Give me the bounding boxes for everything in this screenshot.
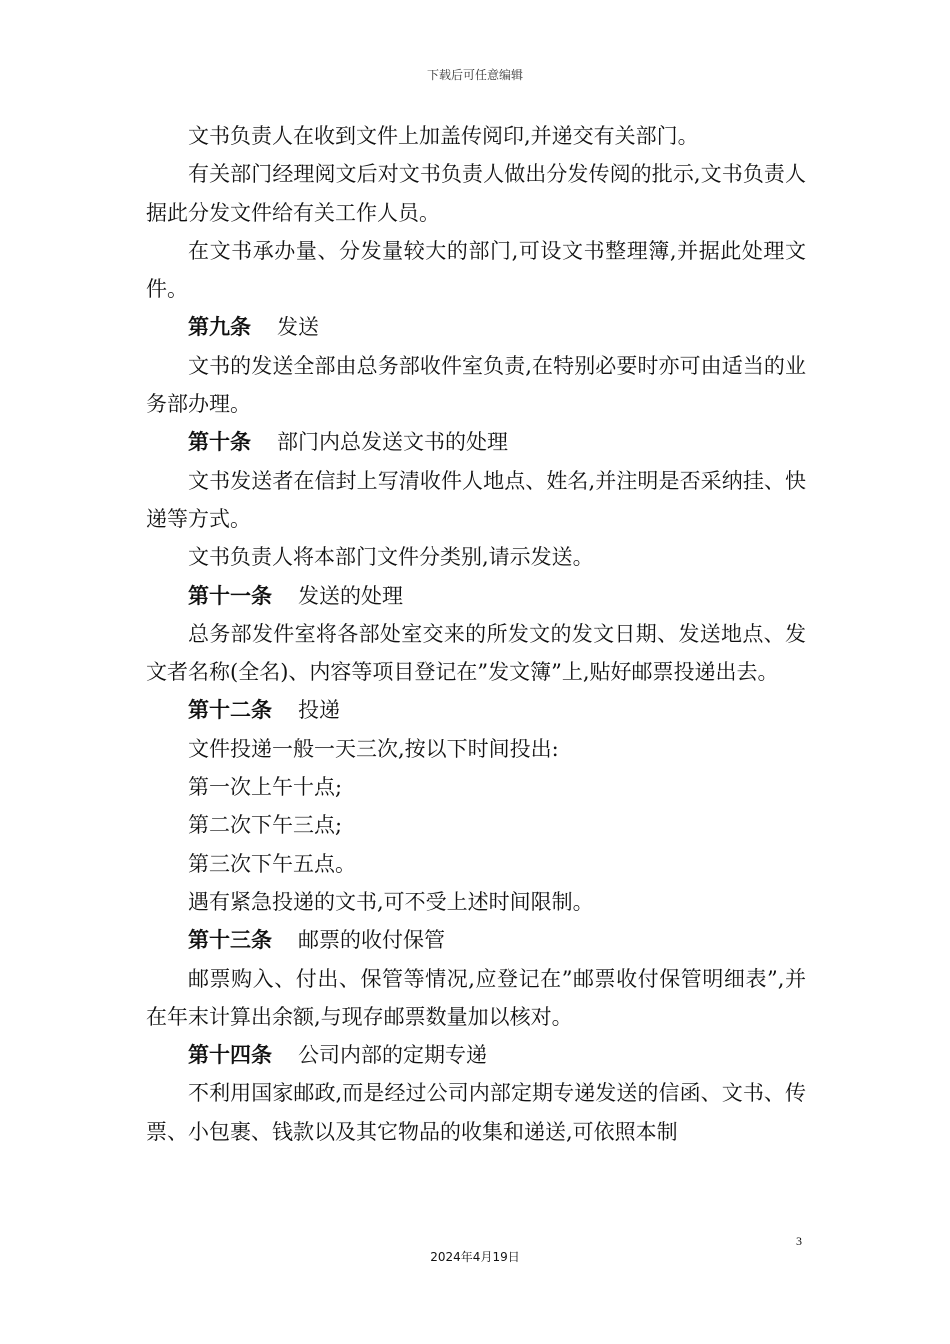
article-title: 发送 (277, 315, 319, 340)
article-heading-11 (146, 577, 806, 615)
article-title: 部门内总发送文书的处理 (277, 430, 508, 455)
article-heading-13 (146, 921, 806, 959)
article-title: 邮票的收付保管 (298, 928, 445, 953)
article-heading-12 (146, 691, 806, 729)
paragraph: 文书负责人在收到文件上加盖传阅印,并递交有关部门。 (188, 124, 699, 148)
article-heading-9 (146, 308, 806, 346)
article-number: 第十条 (188, 430, 251, 455)
paragraph: 文书负责人将本部门文件分类别,请示发送。 (188, 545, 594, 570)
paragraph: 不利用国家邮政,而是经过公司内部定期专递发送的信函、文书、传票、小包裹、钱款以及其它物品的收集和递送,可依照本制 (146, 1081, 806, 1144)
paragraph: 文书的发送全部由总务部收件室负责,在特别必要时亦可由适当的业务部办理。 (146, 353, 806, 417)
article-heading-10 (146, 423, 806, 461)
paragraph: 文件投递一般一天三次,按以下时间投出: (188, 736, 559, 761)
paragraph: 文书发送者在信封上写清收件人地点、姓名,并注明是否采纳挂、快递等方式。 (146, 468, 806, 531)
paragraph: 邮票购入、付出、保管等情况,应登记在”邮票收付保管明细表”,并在年末计算出余额,与现存邮票数量加以核对。 (146, 966, 806, 1029)
page-header: 下载后可任意编辑 (426, 68, 523, 82)
article-number: 第十四条 (188, 1043, 272, 1068)
footer-date: 2024年4月19日 (430, 1250, 520, 1264)
paragraph: 第二次下午三点; (188, 813, 343, 838)
paragraph: 遇有紧急投递的文书,可不受上述时间限制。 (188, 889, 594, 914)
article-number: 第十二条 (188, 698, 272, 723)
page-number: 3 (796, 1234, 802, 1248)
article-heading-14 (146, 1036, 806, 1074)
paragraph: 第一次上午十点; (188, 775, 343, 800)
paragraph: 在文书承办量、分发量较大的部门,可设文书整理簿,并据此处理文件。 (146, 238, 806, 302)
article-number: 第十三条 (188, 928, 272, 953)
article-title: 公司内部的定期专递 (298, 1043, 487, 1068)
article-title: 投递 (298, 698, 340, 723)
article-number: 第十一条 (188, 583, 272, 608)
article-number: 第九条 (188, 315, 251, 340)
paragraph: 总务部发件室将各部处室交来的所发文的发文日期、发送地点、发文者名称(全名)、内容等项目登记在”发文簿”上,贴好邮票投递出去。 (146, 621, 806, 685)
article-title: 发送的处理 (298, 583, 403, 608)
paragraph: 有关部门经理阅文后对文书负责人做出分发传阅的批示,文书负责人据此分发文件给有关工作人员。 (146, 162, 806, 225)
document-body (146, 117, 806, 1151)
paragraph: 第三次下午五点。 (188, 851, 356, 876)
